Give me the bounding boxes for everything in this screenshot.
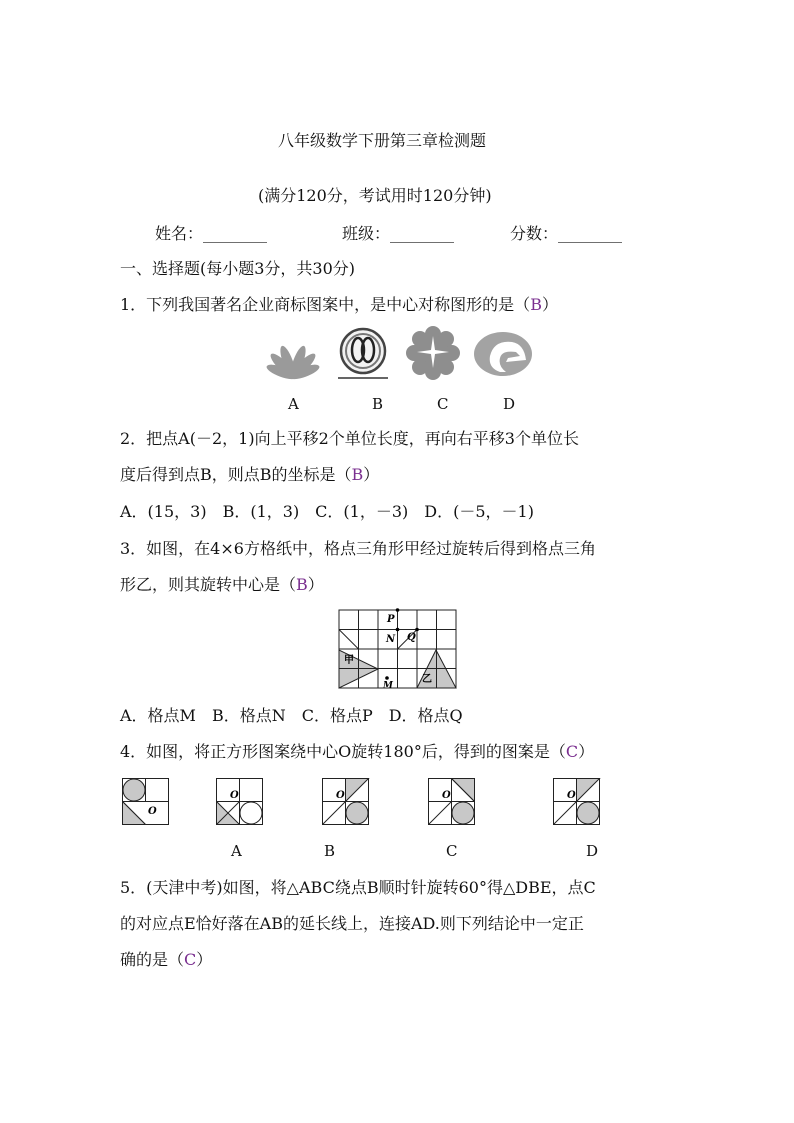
question-5-line2: 的对应点E恰好落在AB的延长线上，连接AD.则下列结论中一定正 — [120, 914, 584, 933]
point-m — [385, 676, 389, 680]
q4-label-d: D — [586, 842, 599, 860]
name-blank: ________ — [203, 224, 268, 243]
q4-label-c: C — [446, 842, 458, 860]
question-3-options: A．格点M B．格点N C．格点P D．格点Q — [120, 706, 463, 725]
q4-option-a — [216, 778, 264, 826]
q4-b-o-label: O — [336, 790, 345, 801]
label-yi: 乙 — [422, 674, 432, 685]
question-3-text: 形乙，则其旋转中心是（ — [120, 575, 297, 594]
question-2-close: ） — [363, 465, 380, 484]
label-q: Q — [407, 632, 416, 643]
q3-grid-figure — [339, 610, 457, 690]
name-label: 姓名： — [155, 224, 204, 243]
question-1-text: 1．下列我国著名企业商标图案中，是中心对称图形的是（ — [120, 295, 531, 314]
logo-d-icon — [472, 330, 534, 380]
section-heading: 一、选择题(每小题3分，共30分) — [120, 259, 356, 278]
name-field — [155, 224, 267, 244]
q4-option-b — [322, 778, 370, 826]
question-5-text: 确的是（ — [120, 950, 185, 969]
question-1 — [120, 295, 558, 315]
label-p: P — [387, 614, 395, 625]
q4-a-o-label: O — [230, 790, 239, 801]
q4-original-pattern — [122, 778, 170, 826]
class-blank: ________ — [390, 224, 455, 243]
page-title: 八年级数学下册第三章检测题 — [278, 131, 487, 150]
subtitle: (满分120分，考试用时120分钟) — [258, 186, 492, 205]
question-5-close: ） — [196, 950, 213, 969]
q1-label-a: A — [288, 395, 299, 413]
question-4-line — [120, 742, 594, 762]
question-5-line1: 5．(天津中考)如图，将△ABC绕点B顺时针旋转60°得△DBE，点C — [120, 878, 596, 897]
q4-o-label: O — [148, 806, 157, 817]
question-3-line1: 3．如图，在4×6方格纸中，格点三角形甲经过旋转后得到格点三角 — [120, 539, 596, 558]
question-4-answer: C — [565, 742, 579, 761]
q4-option-c — [428, 778, 476, 826]
question-5-line3 — [120, 950, 212, 970]
question-3-line2 — [120, 575, 324, 595]
q1-label-d: D — [503, 395, 516, 413]
question-3-close: ） — [307, 575, 324, 594]
q1-label-c: C — [437, 395, 449, 413]
question-2-options: A．(15，3) B．(1，3) C．(1，－3) D．(－5，－1) — [120, 502, 534, 521]
question-1-answer: B — [530, 295, 542, 314]
logo-c-icon — [404, 326, 462, 382]
question-4-close: ） — [578, 742, 595, 761]
question-2-answer: B — [351, 465, 364, 484]
q4-label-a: A — [231, 842, 242, 860]
q4-label-b: B — [324, 842, 336, 860]
question-1-close: ） — [541, 295, 558, 314]
question-4-text: 4．如图，将正方形图案绕中心O旋转180°后，得到的图案是（ — [120, 742, 566, 761]
q4-option-d — [553, 778, 601, 826]
class-label: 班级： — [342, 224, 391, 243]
point-q — [415, 628, 419, 632]
question-3-answer: B — [296, 575, 308, 594]
point-n — [396, 628, 400, 632]
score-blank: ________ — [558, 224, 623, 243]
label-jia: 甲 — [344, 655, 354, 666]
score-label: 分数： — [510, 224, 559, 243]
question-2-line1: 2．把点A(－2，1)向上平移2个单位长度，再向右平移3个单位长 — [120, 429, 579, 448]
question-2-text: 度后得到点B，则点B的坐标是（ — [120, 465, 352, 484]
label-n: N — [386, 634, 396, 645]
q1-label-b: B — [372, 395, 384, 413]
logo-a-icon — [258, 326, 328, 382]
score-field — [510, 224, 622, 244]
logo-b-icon — [338, 326, 388, 382]
label-m: M — [383, 681, 393, 691]
question-2-line2 — [120, 465, 379, 485]
question-5-answer: C — [184, 950, 197, 969]
class-field — [342, 224, 454, 244]
point-p — [396, 608, 400, 612]
q4-d-o-label: O — [567, 790, 576, 801]
q4-c-o-label: O — [442, 790, 451, 801]
